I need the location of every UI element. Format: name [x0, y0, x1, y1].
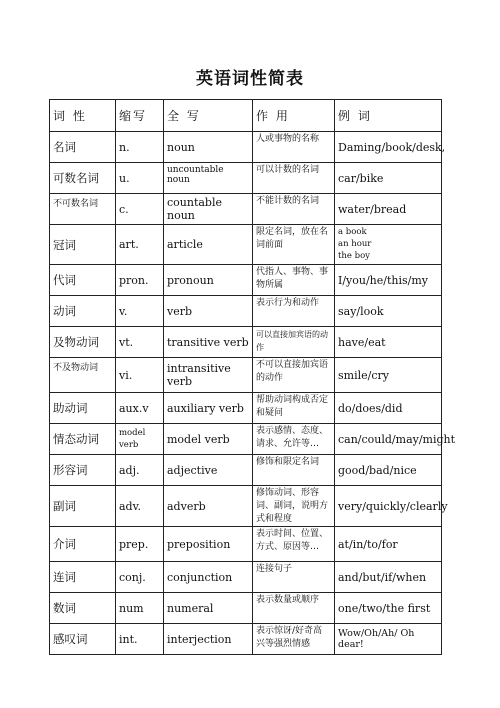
table-row	[50, 593, 442, 624]
cell-example: at/in/to/for	[335, 527, 442, 562]
cell-full: preposition	[164, 527, 253, 562]
table-row	[50, 358, 442, 393]
cell-pos: 名词	[50, 132, 116, 163]
cell-use: 帮助动词构成否定和疑问	[253, 393, 335, 424]
cell-abbr: v.	[116, 296, 164, 327]
cell-use: 表示行为和动作	[253, 296, 335, 327]
cell-use: 修饰动词、形容词、副词，说明方式和程度	[253, 486, 335, 527]
cell-pos: 连词	[50, 562, 116, 593]
cell-use: 代指人、事物、事物所属	[253, 265, 335, 296]
header-pos: 词 性	[50, 100, 116, 132]
cell-use: 修饰和限定名词	[253, 455, 335, 486]
parts-of-speech-table	[49, 99, 456, 655]
cell-example: say/look	[335, 296, 442, 327]
cell-example: car/bike	[335, 163, 442, 194]
cell-pos: 形容词	[50, 455, 116, 486]
header-use: 作 用	[253, 100, 335, 132]
header-full: 全 写	[164, 100, 253, 132]
cell-example: Daming/book/desk,	[335, 132, 442, 163]
cell-pos: 动词	[50, 296, 116, 327]
cell-use: 可以计数的名词	[253, 163, 335, 194]
cell-example: smile/cry	[335, 358, 442, 393]
header-abbr: 缩写	[116, 100, 164, 132]
table-row	[50, 624, 442, 655]
cell-full: article	[164, 225, 253, 265]
cell-pos: 感叹词	[50, 624, 116, 655]
cell-pos: 可数名词	[50, 163, 116, 194]
cell-example: can/could/may/might	[335, 424, 442, 455]
cell-abbr: pron.	[116, 265, 164, 296]
cell-pos: 不及物动词	[50, 358, 116, 393]
table-row	[50, 424, 442, 455]
cell-abbr: art.	[116, 225, 164, 265]
cell-example: water/bread	[335, 194, 442, 225]
table-row	[50, 296, 442, 327]
cell-use: 表示惊讶/好奇高兴等强烈情感	[253, 624, 335, 655]
cell-abbr: adv.	[116, 486, 164, 527]
table-row	[50, 194, 442, 225]
cell-example: and/but/if/when	[335, 562, 442, 593]
cell-full: verb	[164, 296, 253, 327]
table-row	[50, 486, 442, 527]
cell-full: transitive verb	[164, 327, 253, 358]
cell-abbr: n.	[116, 132, 164, 163]
table-header-row	[50, 100, 442, 132]
cell-pos: 代词	[50, 265, 116, 296]
cell-example: do/does/did	[335, 393, 442, 424]
cell-example: have/eat	[335, 327, 442, 358]
cell-pos: 情态动词	[50, 424, 116, 455]
cell-pos: 及物动词	[50, 327, 116, 358]
cell-abbr: model verb	[116, 424, 164, 455]
cell-use: 限定名词，放在名词前面	[253, 225, 335, 265]
table-row	[50, 562, 442, 593]
cell-abbr: adj.	[116, 455, 164, 486]
cell-use: 表示时间、位置、方式、原因等…	[253, 527, 335, 562]
cell-use: 不可以直接加宾语的动作	[253, 358, 335, 393]
cell-use: 可以直接加宾语的动作	[253, 327, 335, 358]
cell-full: model verb	[164, 424, 253, 455]
cell-abbr: c.	[116, 194, 164, 225]
cell-full: countable noun	[164, 194, 253, 225]
cell-abbr: prep.	[116, 527, 164, 562]
cell-use: 表示感情、态度、请求、允许等…	[253, 424, 335, 455]
table-row	[50, 163, 442, 194]
cell-use: 人或事物的名称	[253, 132, 335, 163]
cell-pos: 冠词	[50, 225, 116, 265]
cell-example: good/bad/nice	[335, 455, 442, 486]
cell-use: 不能计数的名词	[253, 194, 335, 225]
cell-use: 表示数量或顺序	[253, 593, 335, 624]
cell-abbr: num	[116, 593, 164, 624]
table-row	[50, 327, 442, 358]
table-row	[50, 527, 442, 562]
cell-full: conjunction	[164, 562, 253, 593]
cell-abbr: u.	[116, 163, 164, 194]
cell-pos: 副词	[50, 486, 116, 527]
cell-abbr: int.	[116, 624, 164, 655]
cell-full: numeral	[164, 593, 253, 624]
cell-full: uncountable noun	[164, 163, 253, 194]
cell-abbr: conj.	[116, 562, 164, 593]
cell-full: noun	[164, 132, 253, 163]
table-row	[50, 225, 442, 265]
table-row	[50, 455, 442, 486]
cell-example: Wow/Oh/Ah/ Oh dear!	[335, 624, 442, 655]
table-row	[50, 132, 442, 163]
cell-full: intransitive verb	[164, 358, 253, 393]
cell-abbr: aux.v	[116, 393, 164, 424]
cell-pos: 介词	[50, 527, 116, 562]
cell-example: very/quickly/clearly	[335, 486, 442, 527]
cell-example: one/two/the first	[335, 593, 442, 624]
page-title: 英语词性简表	[196, 69, 304, 89]
cell-full: pronoun	[164, 265, 253, 296]
table-row	[50, 393, 442, 424]
cell-pos: 不可数名词	[50, 194, 116, 225]
cell-full: interjection	[164, 624, 253, 655]
cell-example: a book an hour the boy	[335, 225, 442, 265]
cell-use: 连接句子	[253, 562, 335, 593]
cell-pos: 助动词	[50, 393, 116, 424]
cell-full: adverb	[164, 486, 253, 527]
cell-full: adjective	[164, 455, 253, 486]
cell-full: auxiliary verb	[164, 393, 253, 424]
cell-pos: 数词	[50, 593, 116, 624]
cell-abbr: vi.	[116, 358, 164, 393]
cell-example: I/you/he/this/my	[335, 265, 442, 296]
header-example: 例 词	[335, 100, 442, 132]
cell-abbr: vt.	[116, 327, 164, 358]
table-row	[50, 265, 442, 296]
